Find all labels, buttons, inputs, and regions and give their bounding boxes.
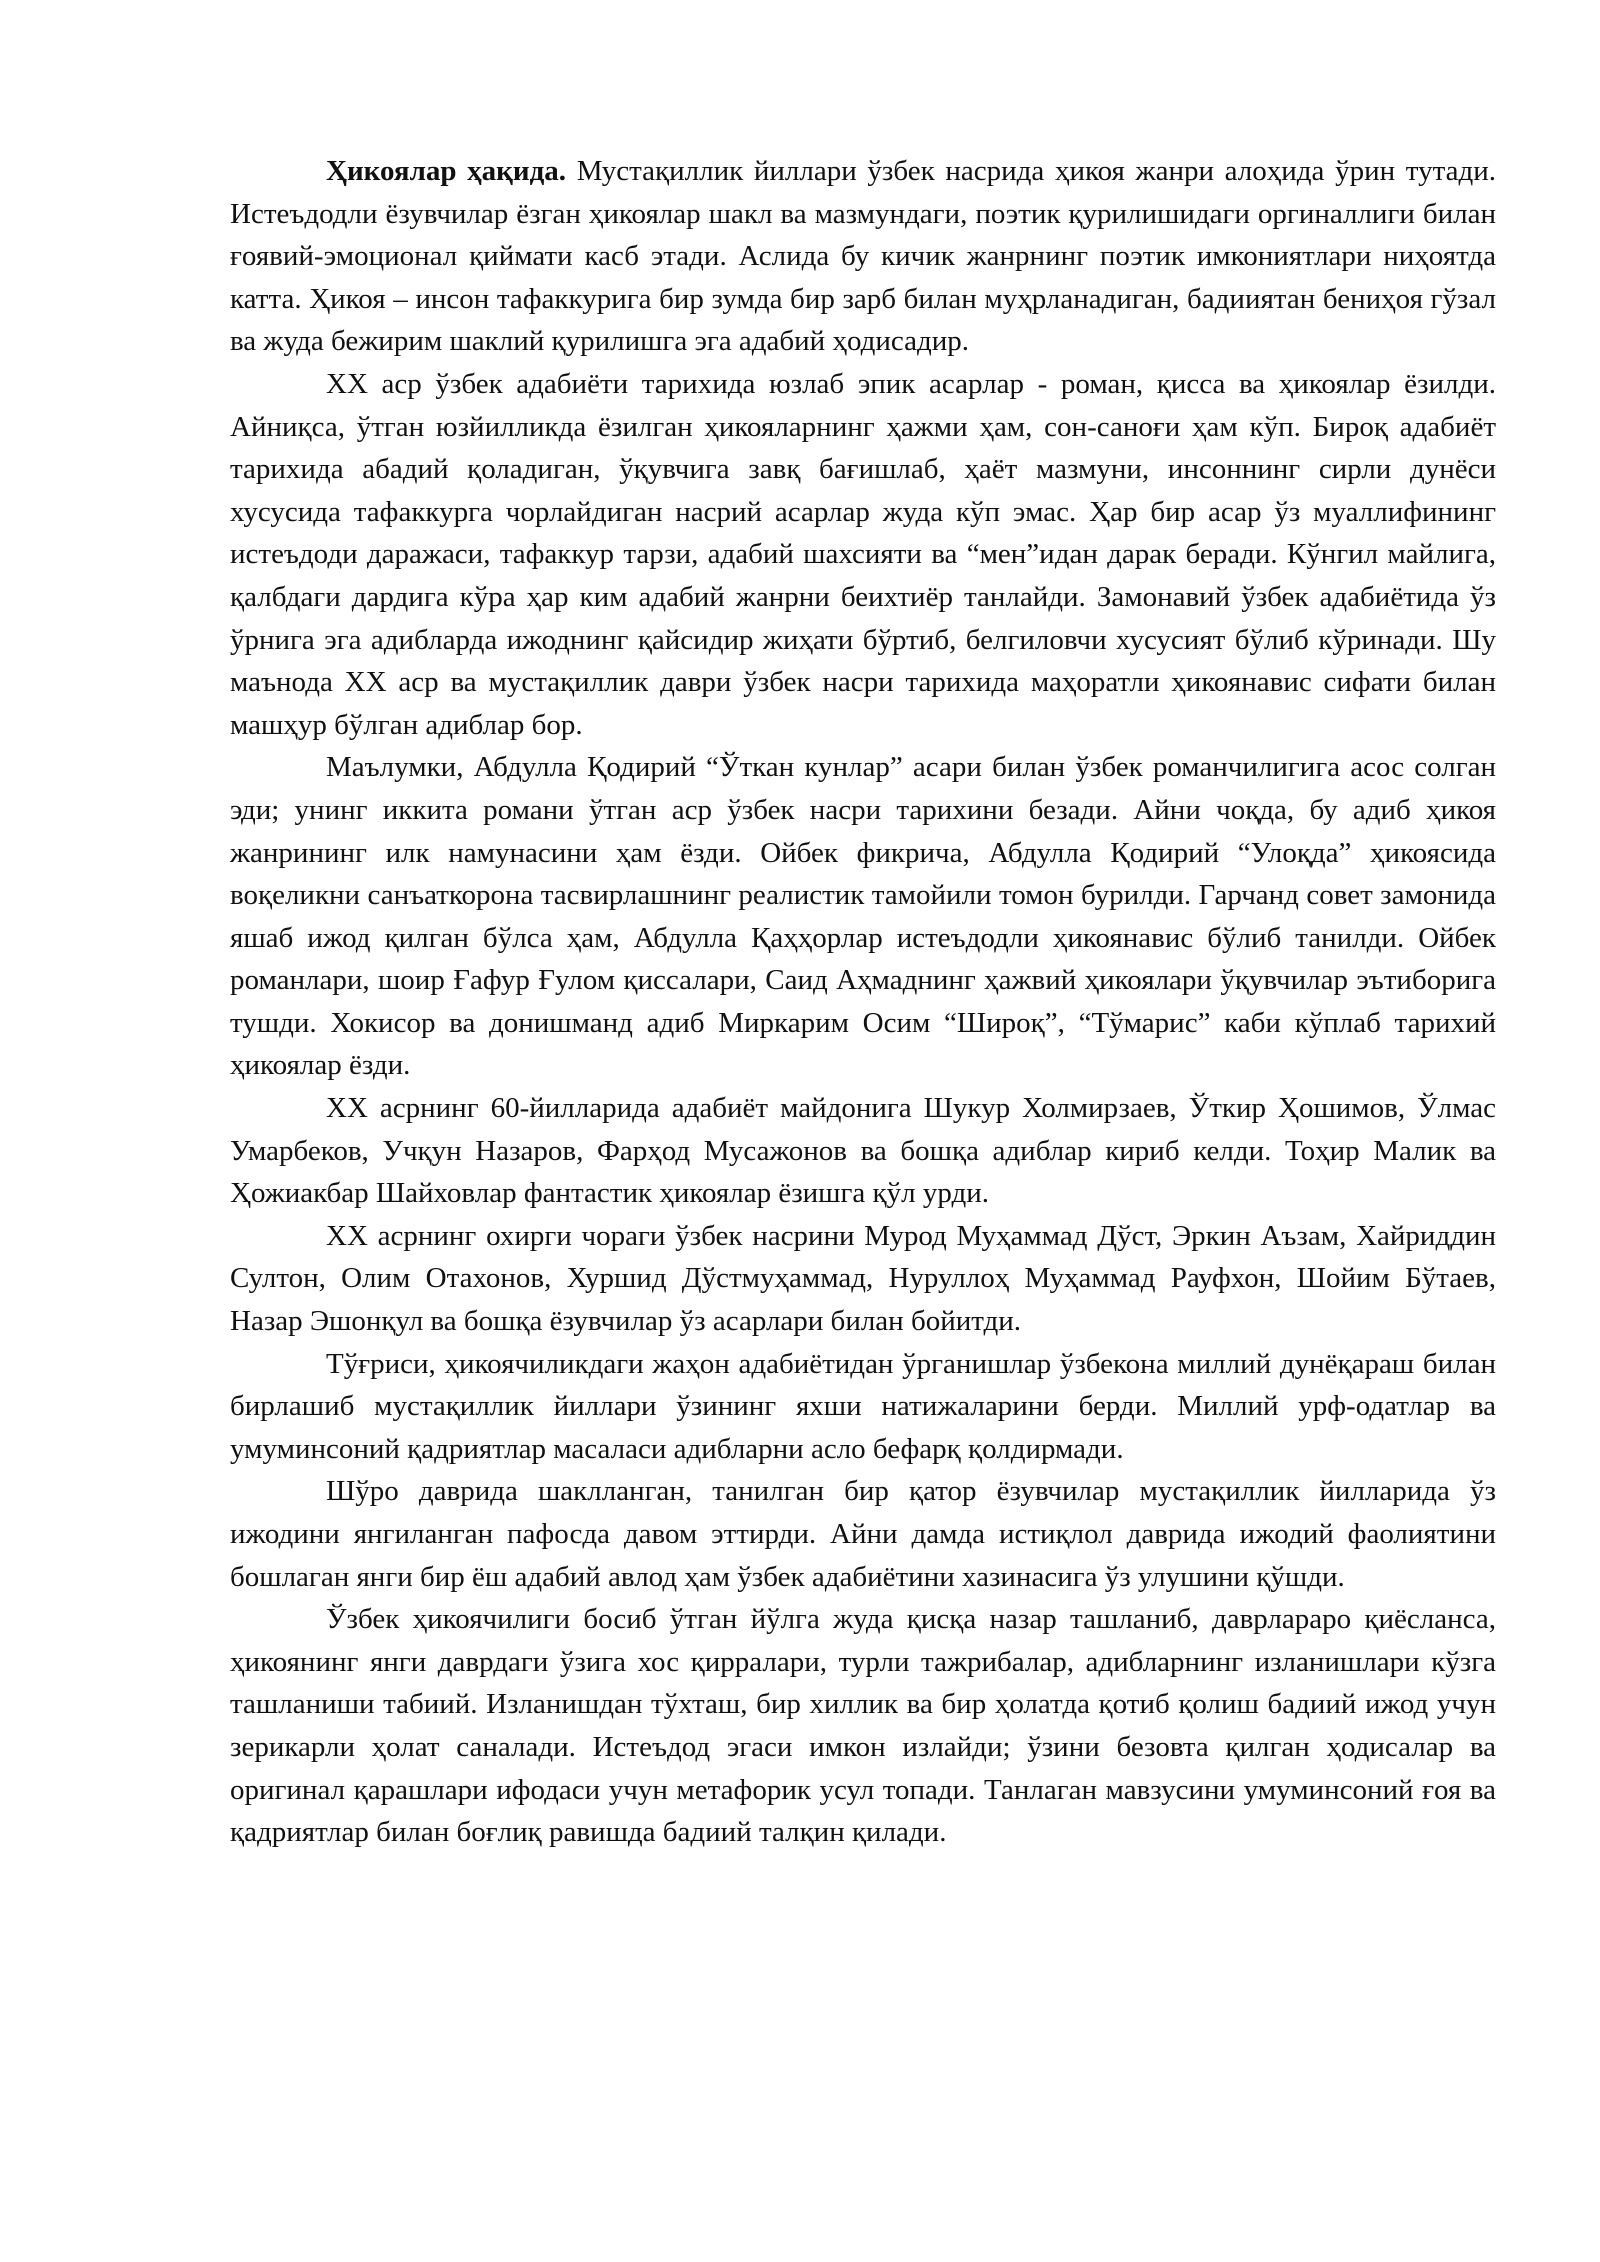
paragraph-text: Мустақиллик йиллари ўзбек насрида ҳикоя жанри алоҳида ўрин тутади. Истеъдодли ёзувчилар ёзган ҳикоялар шакл ва мазмундаги, поэтик қурилишидаги оргиналлиги билан ғоявий-эмоционал қиймати касб этади. Аслида бу кичик жанрнинг поэтик имкониятлари ниҳоятда катта. Ҳикоя – инсон тафаккурига бир зумда бир зарб билан муҳрланадиган, бадииятан бениҳоя гўзал ва жуда бежирим шаклий қурилишга эга адабий ҳодисадир.: [230, 155, 1496, 358]
document-page: [230, 150, 1496, 1854]
paragraph-text: XX асрнинг охирги чораги ўзбек насрини Мурод Муҳаммад Дўст, Эркин Аъзам, Хайриддин Султон, Олим Отахонов, Хуршид Дўстмуҳаммад, Нуруллоҳ Муҳаммад Рауфхон, Шойим Бўтаев, Назар Эшонқул ва бошқа ёзувчилар ўз асарлари билан бойитди.: [230, 1219, 1496, 1338]
paragraph-text: Маълумки, Абдулла Қодирий “Ўткан кунлар” асари билан ўзбек романчилигига асос солган эди; унинг иккита романи ўтган аср ўзбек насри тарихини безади. Айни чоқда, бу адиб ҳикоя жанрининг илк намунасини ҳам ёзди. Ойбек фикрича, Абдулла Қодирий “Улоқда” ҳикоясида воқеликни санъаткорона тасвирлашнинг реалистик тамойили томон бурилди. Гарчанд совет замонида яшаб ижод қилган бўлса ҳам, Абдулла Қаҳҳорлар истеъдодли ҳикоянавис бўлиб танилди. Ойбек романлари, шоир Ғафур Ғулом қиссалари, Саид Аҳмаднинг ҳажвий ҳикоялари ўқувчилар эътиборига тушди. Хокисор ва донишманд адиб Миркарим Осим “Широқ”, “Тўмарис” каби кўплаб тарихий ҳикоялар ёзди.: [230, 751, 1496, 1082]
paragraph-text: Шўро даврида шаклланган, танилган бир қатор ёзувчилар мустақиллик йилларида ўз ижодини янгиланган пафосда давом эттирди. Айни дамда истиқлол даврида ижодий фаолиятини бошлаган янги бир ёш адабий авлод ҳам ўзбек адабиётини хазинасига ўз улушини қўшди.: [230, 1475, 1496, 1593]
paragraph-text: Тўғриси, ҳикоячиликдаги жаҳон адабиётидан ўрганишлар ўзбекона миллий дунёқараш билан бирлашиб мустақиллик йиллари ўзининг яхши натижаларини берди. Миллий урф-одатлар ва умуминсоний қадриятлар масаласи адибларни асло бефарқ қолдирмади.: [230, 1347, 1496, 1465]
paragraph-text: XX асрнинг 60-йилларида адабиёт майдонига Шукур Холмирзаев, Ўткир Ҳошимов, Ўлмас Умарбеков, Учқун Назаров, Фарҳод Мусажонов ва бошқа адиблар кириб келди. Тоҳир Малик ва Ҳожиакбар Шайховлар фантастик ҳикоялар ёзишга қўл урди.: [230, 1092, 1496, 1210]
paragraph-heading: Ҳикоялар ҳақида.: [326, 155, 567, 187]
paragraph-text: Ўзбек ҳикоячилиги босиб ўтган йўлга жуда қисқа назар ташланиб, даврлараро қиёсланса, ҳикоянинг янги даврдаги ўзига хос қирралари, турли тажрибалар, адибларнинг изланишлари кўзга ташланиши табиий. Изланишдан тўхташ, бир хиллик ва бир ҳолатда қотиб қолиш бадиий ижод учун зерикарли ҳолат саналади. Истеъдод эгаси имкон излайди; ўзини безовта қилган ҳодисалар ва оригинал қарашлари ифодаси учун метафорик усул топади. Танлаган мавзусини умуминсоний ғоя ва қадриятлар билан боғлиқ равишда бадиий талқин қилади.: [230, 1603, 1496, 1849]
paragraph-text: XX аср ўзбек адабиёти тарихида юзлаб эпик асарлар - роман, қисса ва ҳикоялар ёзилди. Айниқса, ўтган юзйилликда ёзилган ҳикояларнинг ҳажми ҳам, сон-саноғи ҳам кўп. Бироқ адабиёт тарихида абадий қоладиган, ўқувчига завқ бағишлаб, ҳаёт мазмуни, инсоннинг сирли дунёси хусусида тафаккурга чорлайдиган насрий асарлар жуда кўп эмас. Ҳар бир асар ўз муаллифининг истеъдоди даражаси, тафаккур тарзи, адабий шахсияти ва “мен”идан дарак беради. Кўнгил майлига, қалбдаги дардига кўра ҳар ким адабий жанрни беихтиёр танлайди. Замонавий ўзбек адабиётида ўз ўрнига эга адибларда ижоднинг қайсидир жиҳати бўртиб, белгиловчи хусусият бўлиб кўринади. Шу маънода XX аср ва мустақиллик даври ўзбек насри тарихида маҳоратли ҳикоянавис сифати билан машҳур бўлган адиблар бор.: [230, 367, 1496, 741]
paragraph-intro: [230, 150, 1496, 363]
